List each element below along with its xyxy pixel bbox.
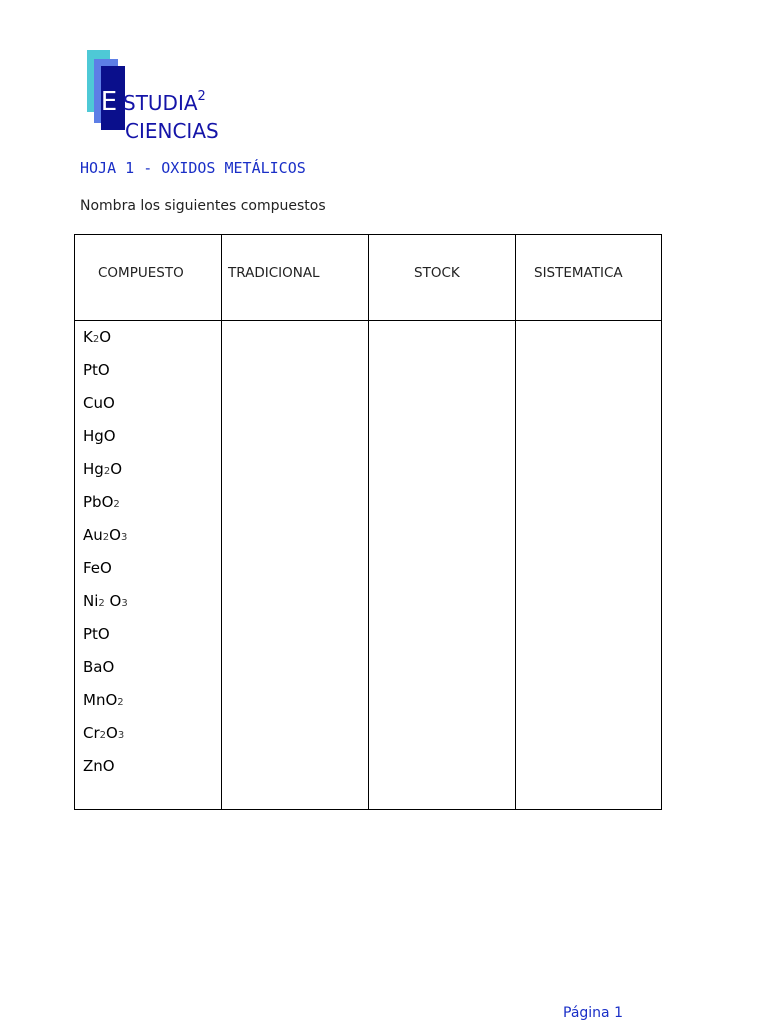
formula-text: Hg — [83, 460, 104, 478]
formula-text: HgO — [83, 427, 116, 445]
logo-superscript: 2 — [197, 89, 206, 104]
header-stock: STOCK — [414, 265, 460, 281]
formula-list — [83, 321, 219, 783]
formula-text: O — [106, 724, 118, 742]
formula-cell — [83, 750, 219, 783]
column-divider — [515, 235, 516, 809]
formula-cell — [83, 552, 219, 585]
formula-subscript: 2 — [92, 334, 100, 345]
page-number: Página 1 — [563, 1005, 623, 1021]
column-divider — [221, 235, 222, 809]
header-compuesto: COMPUESTO — [98, 265, 184, 281]
formula-cell — [83, 420, 219, 453]
formula-subscript: 2 — [98, 598, 105, 609]
header-tradicional: TRADICIONAL — [228, 265, 320, 281]
formula-subscript: 2 — [103, 466, 111, 477]
compounds-table — [74, 234, 662, 810]
formula-subscript: 2 — [113, 499, 120, 510]
logo-line-2: CIENCIAS — [125, 119, 219, 143]
formula-cell — [83, 354, 219, 387]
formula-subscript: 3 — [117, 730, 125, 741]
formula-subscript: 2 — [102, 532, 110, 543]
formula-text: FeO — [83, 559, 112, 577]
formula-cell — [83, 519, 219, 552]
formula-text: Au — [83, 526, 103, 544]
page-title: HOJA 1 - OXIDOS METÁLICOS — [80, 159, 306, 177]
formula-cell — [83, 453, 219, 486]
logo-letter: E — [100, 87, 118, 117]
formula-cell — [83, 387, 219, 420]
formula-text: O — [104, 592, 122, 610]
formula-text: BaO — [83, 658, 115, 676]
formula-text: PtO — [83, 625, 110, 643]
formula-subscript: 2 — [99, 730, 107, 741]
formula-text: PtO — [83, 361, 110, 379]
formula-cell — [83, 585, 219, 618]
formula-text: O — [110, 460, 122, 478]
formula-subscript: 3 — [120, 532, 128, 543]
formula-text: K — [83, 328, 93, 346]
formula-subscript: 3 — [121, 598, 128, 609]
formula-text: Cr — [83, 724, 100, 742]
formula-cell — [83, 486, 219, 519]
logo — [87, 50, 287, 150]
header-sistematica: SISTEMATICA — [534, 265, 623, 281]
formula-cell — [83, 618, 219, 651]
formula-text: PbO — [83, 493, 114, 511]
formula-cell — [83, 717, 219, 750]
column-divider — [368, 235, 369, 809]
formula-cell — [83, 684, 219, 717]
formula-text: ZnO — [83, 757, 115, 775]
formula-text: Ni — [83, 592, 99, 610]
formula-text: O — [99, 328, 112, 346]
formula-cell — [83, 651, 219, 684]
formula-subscript: 2 — [117, 697, 124, 708]
formula-text: CuO — [83, 394, 115, 412]
logo-line-1: STUDIA$^2$ — [123, 89, 206, 115]
formula-cell — [83, 321, 219, 354]
formula-text: O — [109, 526, 121, 544]
instruction-text: Nombra los siguientes compuestos — [80, 198, 326, 214]
formula-text: MnO — [83, 691, 118, 709]
